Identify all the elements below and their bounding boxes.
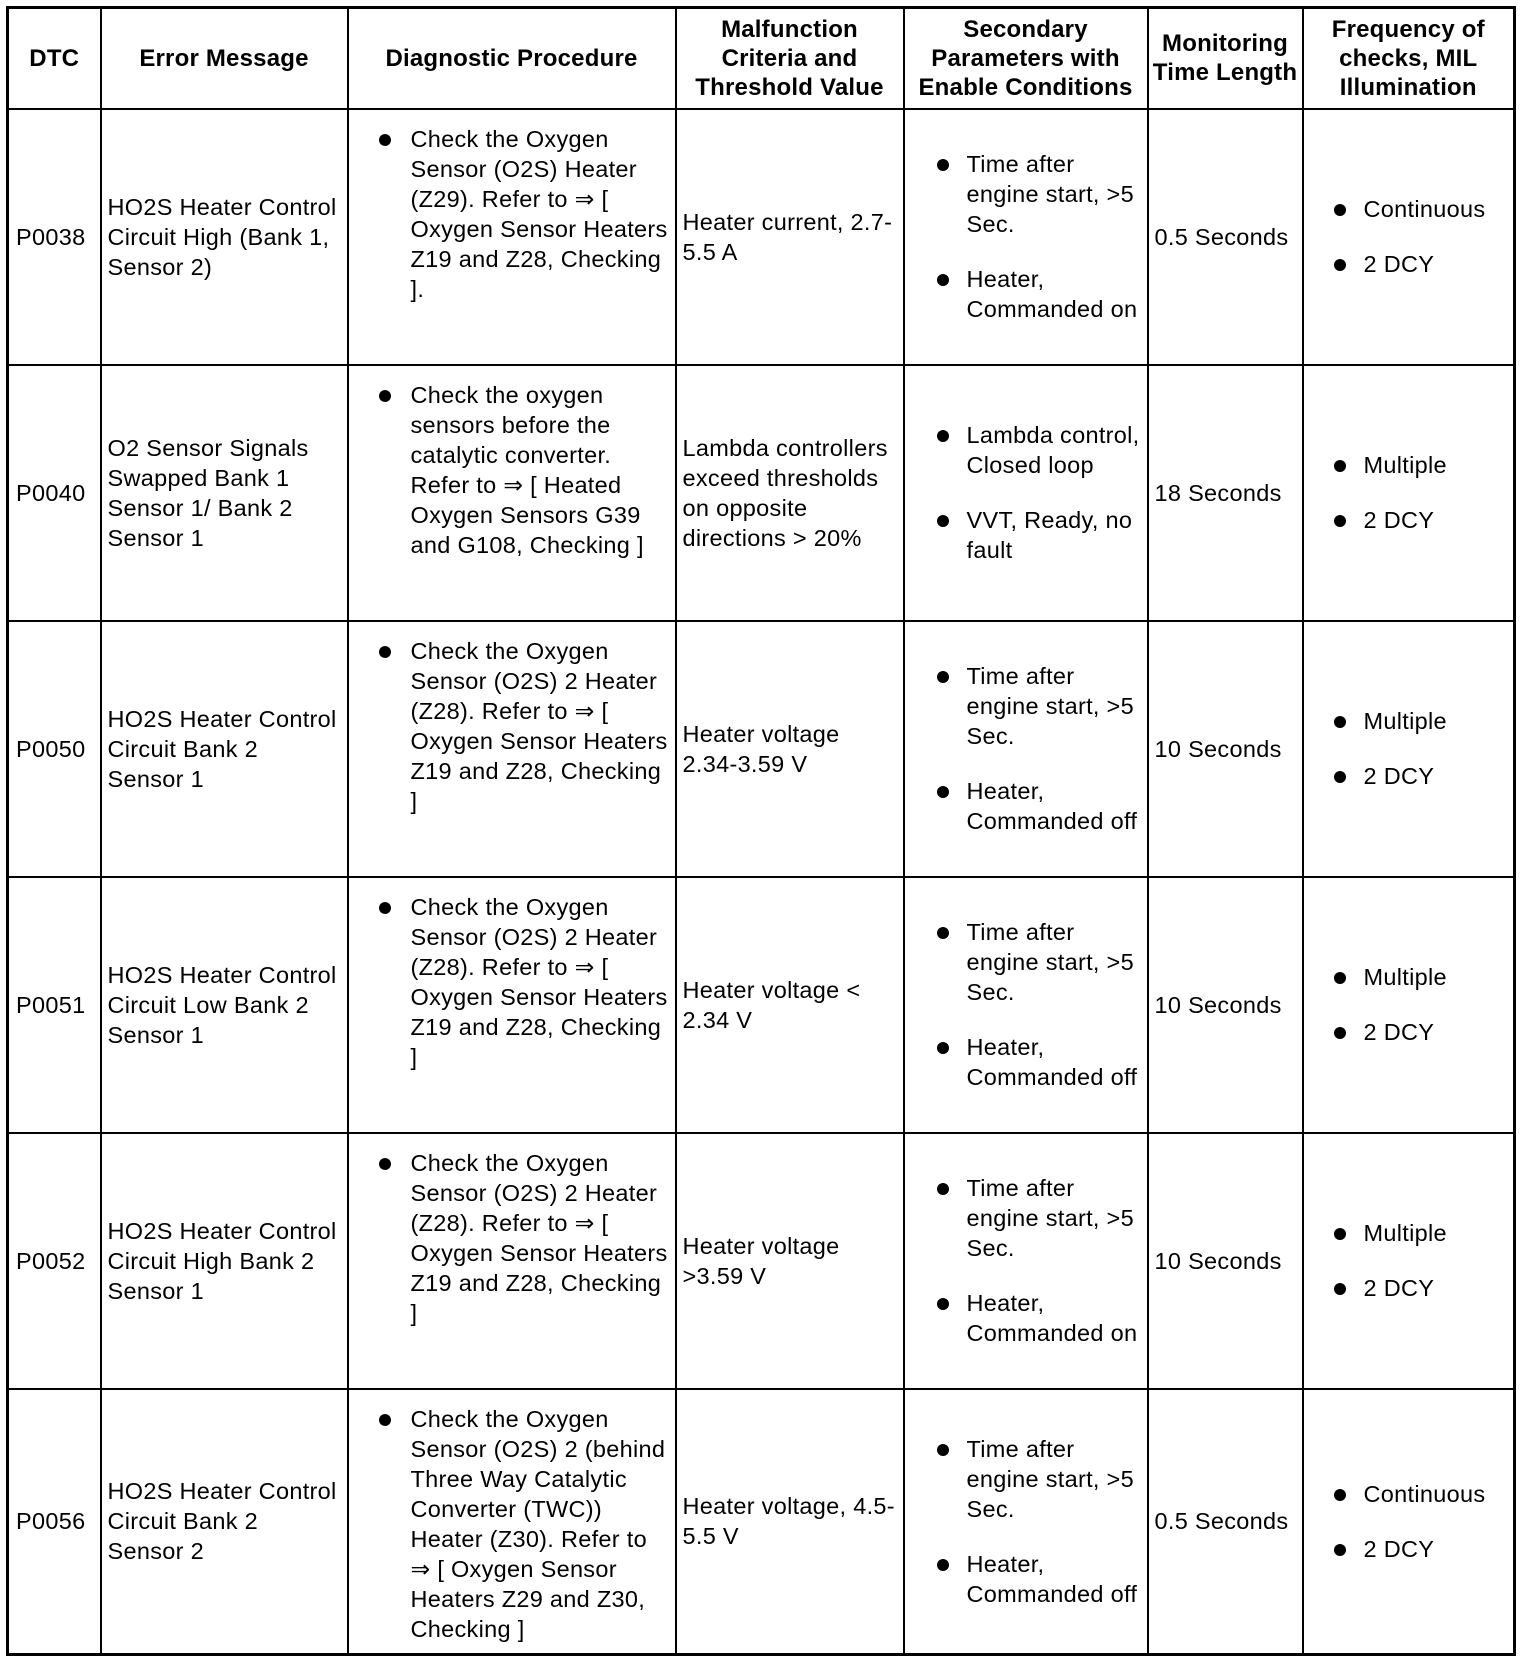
- secondary-item: Time after engine start, >5 Sec.: [911, 149, 1141, 239]
- bullet-icon: [1334, 716, 1346, 728]
- table-row: [8, 109, 1515, 365]
- malfunction-criteria: Heater voltage 2.34-3.59 V: [676, 621, 904, 877]
- frequency-mil: [1303, 621, 1515, 877]
- secondary-item: Heater, Commanded off: [911, 1032, 1141, 1092]
- frequency-mil: [1303, 109, 1515, 365]
- frequency-item: 2 DCY: [1310, 1273, 1508, 1303]
- frequency-item: Multiple: [1310, 450, 1508, 480]
- bullet-icon: [937, 1298, 949, 1310]
- frequency-item: Continuous: [1310, 194, 1508, 224]
- dtc-code: P0052: [8, 1133, 101, 1389]
- frequency-item: 2 DCY: [1310, 505, 1508, 535]
- diagnostic-procedure: [348, 621, 676, 877]
- dtc-code: P0050: [8, 621, 101, 877]
- bullet-icon: [379, 902, 391, 914]
- bullet-icon: [937, 515, 949, 527]
- malfunction-criteria: Heater voltage < 2.34 V: [676, 877, 904, 1133]
- table-row: [8, 621, 1515, 877]
- malfunction-criteria: Heater current, 2.7-5.5 A: [676, 109, 904, 365]
- secondary-parameters: [904, 365, 1148, 621]
- procedure-item: Check the Oxygen Sensor (O2S) 2 Heater (Z28). Refer to ⇒ [ Oxygen Sensor Heaters Z19 and Z28, Checking ]: [355, 1148, 669, 1328]
- malfunction-criteria: Heater voltage >3.59 V: [676, 1133, 904, 1389]
- dtc-code: P0056: [8, 1389, 101, 1655]
- procedure-item: Check the Oxygen Sensor (O2S) 2 Heater (Z28). Refer to ⇒ [ Oxygen Sensor Heaters Z19 and Z28, Checking ]: [355, 636, 669, 816]
- diagnostic-procedure: [348, 109, 676, 365]
- secondary-item: Time after engine start, >5 Sec.: [911, 917, 1141, 1007]
- bullet-icon: [1334, 1283, 1346, 1295]
- bullet-icon: [937, 1183, 949, 1195]
- table-row: [8, 1389, 1515, 1655]
- secondary-item: Time after engine start, >5 Sec.: [911, 661, 1141, 751]
- bullet-icon: [937, 1444, 949, 1456]
- procedure-item: Check the Oxygen Sensor (O2S) 2 (behind Three Way Catalytic Converter (TWC)) Heater (Z30). Refer to ⇒ [ Oxygen Sensor Heaters Z29 and Z30, Checking ]: [355, 1404, 669, 1644]
- frequency-mil: [1303, 1133, 1515, 1389]
- header-dtc: DTC: [8, 8, 101, 109]
- malfunction-criteria: Lambda controllers exceed thresholds on opposite directions > 20%: [676, 365, 904, 621]
- monitoring-time: 18 Seconds: [1148, 365, 1303, 621]
- error-message: HO2S Heater Control Circuit Bank 2 Sensor 2: [101, 1389, 348, 1655]
- error-message: HO2S Heater Control Circuit Low Bank 2 Sensor 1: [101, 877, 348, 1133]
- table-row: [8, 877, 1515, 1133]
- dtc-code: P0038: [8, 109, 101, 365]
- secondary-item: Time after engine start, >5 Sec.: [911, 1434, 1141, 1524]
- error-message: HO2S Heater Control Circuit High Bank 2 Sensor 1: [101, 1133, 348, 1389]
- monitoring-time: 0.5 Seconds: [1148, 1389, 1303, 1655]
- error-message: HO2S Heater Control Circuit High (Bank 1, Sensor 2): [101, 109, 348, 365]
- diagnostic-procedure: [348, 1389, 676, 1655]
- diagnostic-procedure: [348, 1133, 676, 1389]
- frequency-mil: [1303, 877, 1515, 1133]
- bullet-icon: [379, 134, 391, 146]
- bullet-icon: [379, 1414, 391, 1426]
- bullet-icon: [379, 390, 391, 402]
- procedure-item: Check the oxygen sensors before the catalytic converter. Refer to ⇒ [ Heated Oxygen Sensors G39 and G108, Checking ]: [355, 380, 669, 560]
- secondary-item: Heater, Commanded on: [911, 1288, 1141, 1348]
- error-message: HO2S Heater Control Circuit Bank 2 Sensor 1: [101, 621, 348, 877]
- header-error-message: Error Message: [101, 8, 348, 109]
- bullet-icon: [1334, 972, 1346, 984]
- header-monitoring-time: Monitoring Time Length: [1148, 8, 1303, 109]
- bullet-icon: [1334, 259, 1346, 271]
- secondary-parameters: [904, 877, 1148, 1133]
- frequency-item: Continuous: [1310, 1479, 1508, 1509]
- bullet-icon: [379, 1158, 391, 1170]
- frequency-item: 2 DCY: [1310, 1017, 1508, 1047]
- secondary-parameters: [904, 1133, 1148, 1389]
- secondary-item: Time after engine start, >5 Sec.: [911, 1173, 1141, 1263]
- bullet-icon: [1334, 460, 1346, 472]
- frequency-mil: [1303, 365, 1515, 621]
- secondary-item: VVT, Ready, no fault: [911, 505, 1141, 565]
- bullet-icon: [1334, 1544, 1346, 1556]
- malfunction-criteria: Heater voltage, 4.5-5.5 V: [676, 1389, 904, 1655]
- header-row: [8, 8, 1515, 109]
- frequency-item: Multiple: [1310, 962, 1508, 992]
- bullet-icon: [1334, 204, 1346, 216]
- frequency-item: 2 DCY: [1310, 761, 1508, 791]
- monitoring-time: 10 Seconds: [1148, 877, 1303, 1133]
- procedure-item: Check the Oxygen Sensor (O2S) Heater (Z29). Refer to ⇒ [ Oxygen Sensor Heaters Z19 and Z28, Checking ].: [355, 124, 669, 304]
- header-malfunction-criteria: Malfunction Criteria and Threshold Value: [676, 8, 904, 109]
- dtc-code: P0040: [8, 365, 101, 621]
- bullet-icon: [1334, 1228, 1346, 1240]
- header-diagnostic-procedure: Diagnostic Procedure: [348, 8, 676, 109]
- secondary-parameters: [904, 1389, 1148, 1655]
- diagnostic-procedure: [348, 365, 676, 621]
- frequency-item: 2 DCY: [1310, 1534, 1508, 1564]
- bullet-icon: [1334, 771, 1346, 783]
- bullet-icon: [937, 1042, 949, 1054]
- secondary-parameters: [904, 621, 1148, 877]
- bullet-icon: [937, 274, 949, 286]
- bullet-icon: [937, 1559, 949, 1571]
- bullet-icon: [937, 430, 949, 442]
- frequency-item: Multiple: [1310, 706, 1508, 736]
- secondary-item: Heater, Commanded on: [911, 264, 1141, 324]
- monitoring-time: 10 Seconds: [1148, 1133, 1303, 1389]
- error-message: O2 Sensor Signals Swapped Bank 1 Sensor 1/ Bank 2 Sensor 1: [101, 365, 348, 621]
- bullet-icon: [937, 927, 949, 939]
- bullet-icon: [379, 646, 391, 658]
- table-row: [8, 365, 1515, 621]
- bullet-icon: [937, 671, 949, 683]
- monitoring-time: 10 Seconds: [1148, 621, 1303, 877]
- table-row: [8, 1133, 1515, 1389]
- header-frequency-mil: Frequency of checks, MIL Illumination: [1303, 8, 1515, 109]
- monitoring-time: 0.5 Seconds: [1148, 109, 1303, 365]
- dtc-code: P0051: [8, 877, 101, 1133]
- bullet-icon: [937, 159, 949, 171]
- header-secondary-parameters: Secondary Parameters with Enable Conditions: [904, 8, 1148, 109]
- procedure-item: Check the Oxygen Sensor (O2S) 2 Heater (Z28). Refer to ⇒ [ Oxygen Sensor Heaters Z19 and Z28, Checking ]: [355, 892, 669, 1072]
- frequency-item: 2 DCY: [1310, 249, 1508, 279]
- secondary-item: Lambda control, Closed loop: [911, 420, 1141, 480]
- bullet-icon: [1334, 1489, 1346, 1501]
- frequency-item: Multiple: [1310, 1218, 1508, 1248]
- secondary-item: Heater, Commanded off: [911, 776, 1141, 836]
- bullet-icon: [1334, 1027, 1346, 1039]
- diagnostic-procedure: [348, 877, 676, 1133]
- dtc-table: [6, 6, 1516, 1656]
- bullet-icon: [937, 786, 949, 798]
- bullet-icon: [1334, 515, 1346, 527]
- frequency-mil: [1303, 1389, 1515, 1655]
- secondary-item: Heater, Commanded off: [911, 1549, 1141, 1609]
- secondary-parameters: [904, 109, 1148, 365]
